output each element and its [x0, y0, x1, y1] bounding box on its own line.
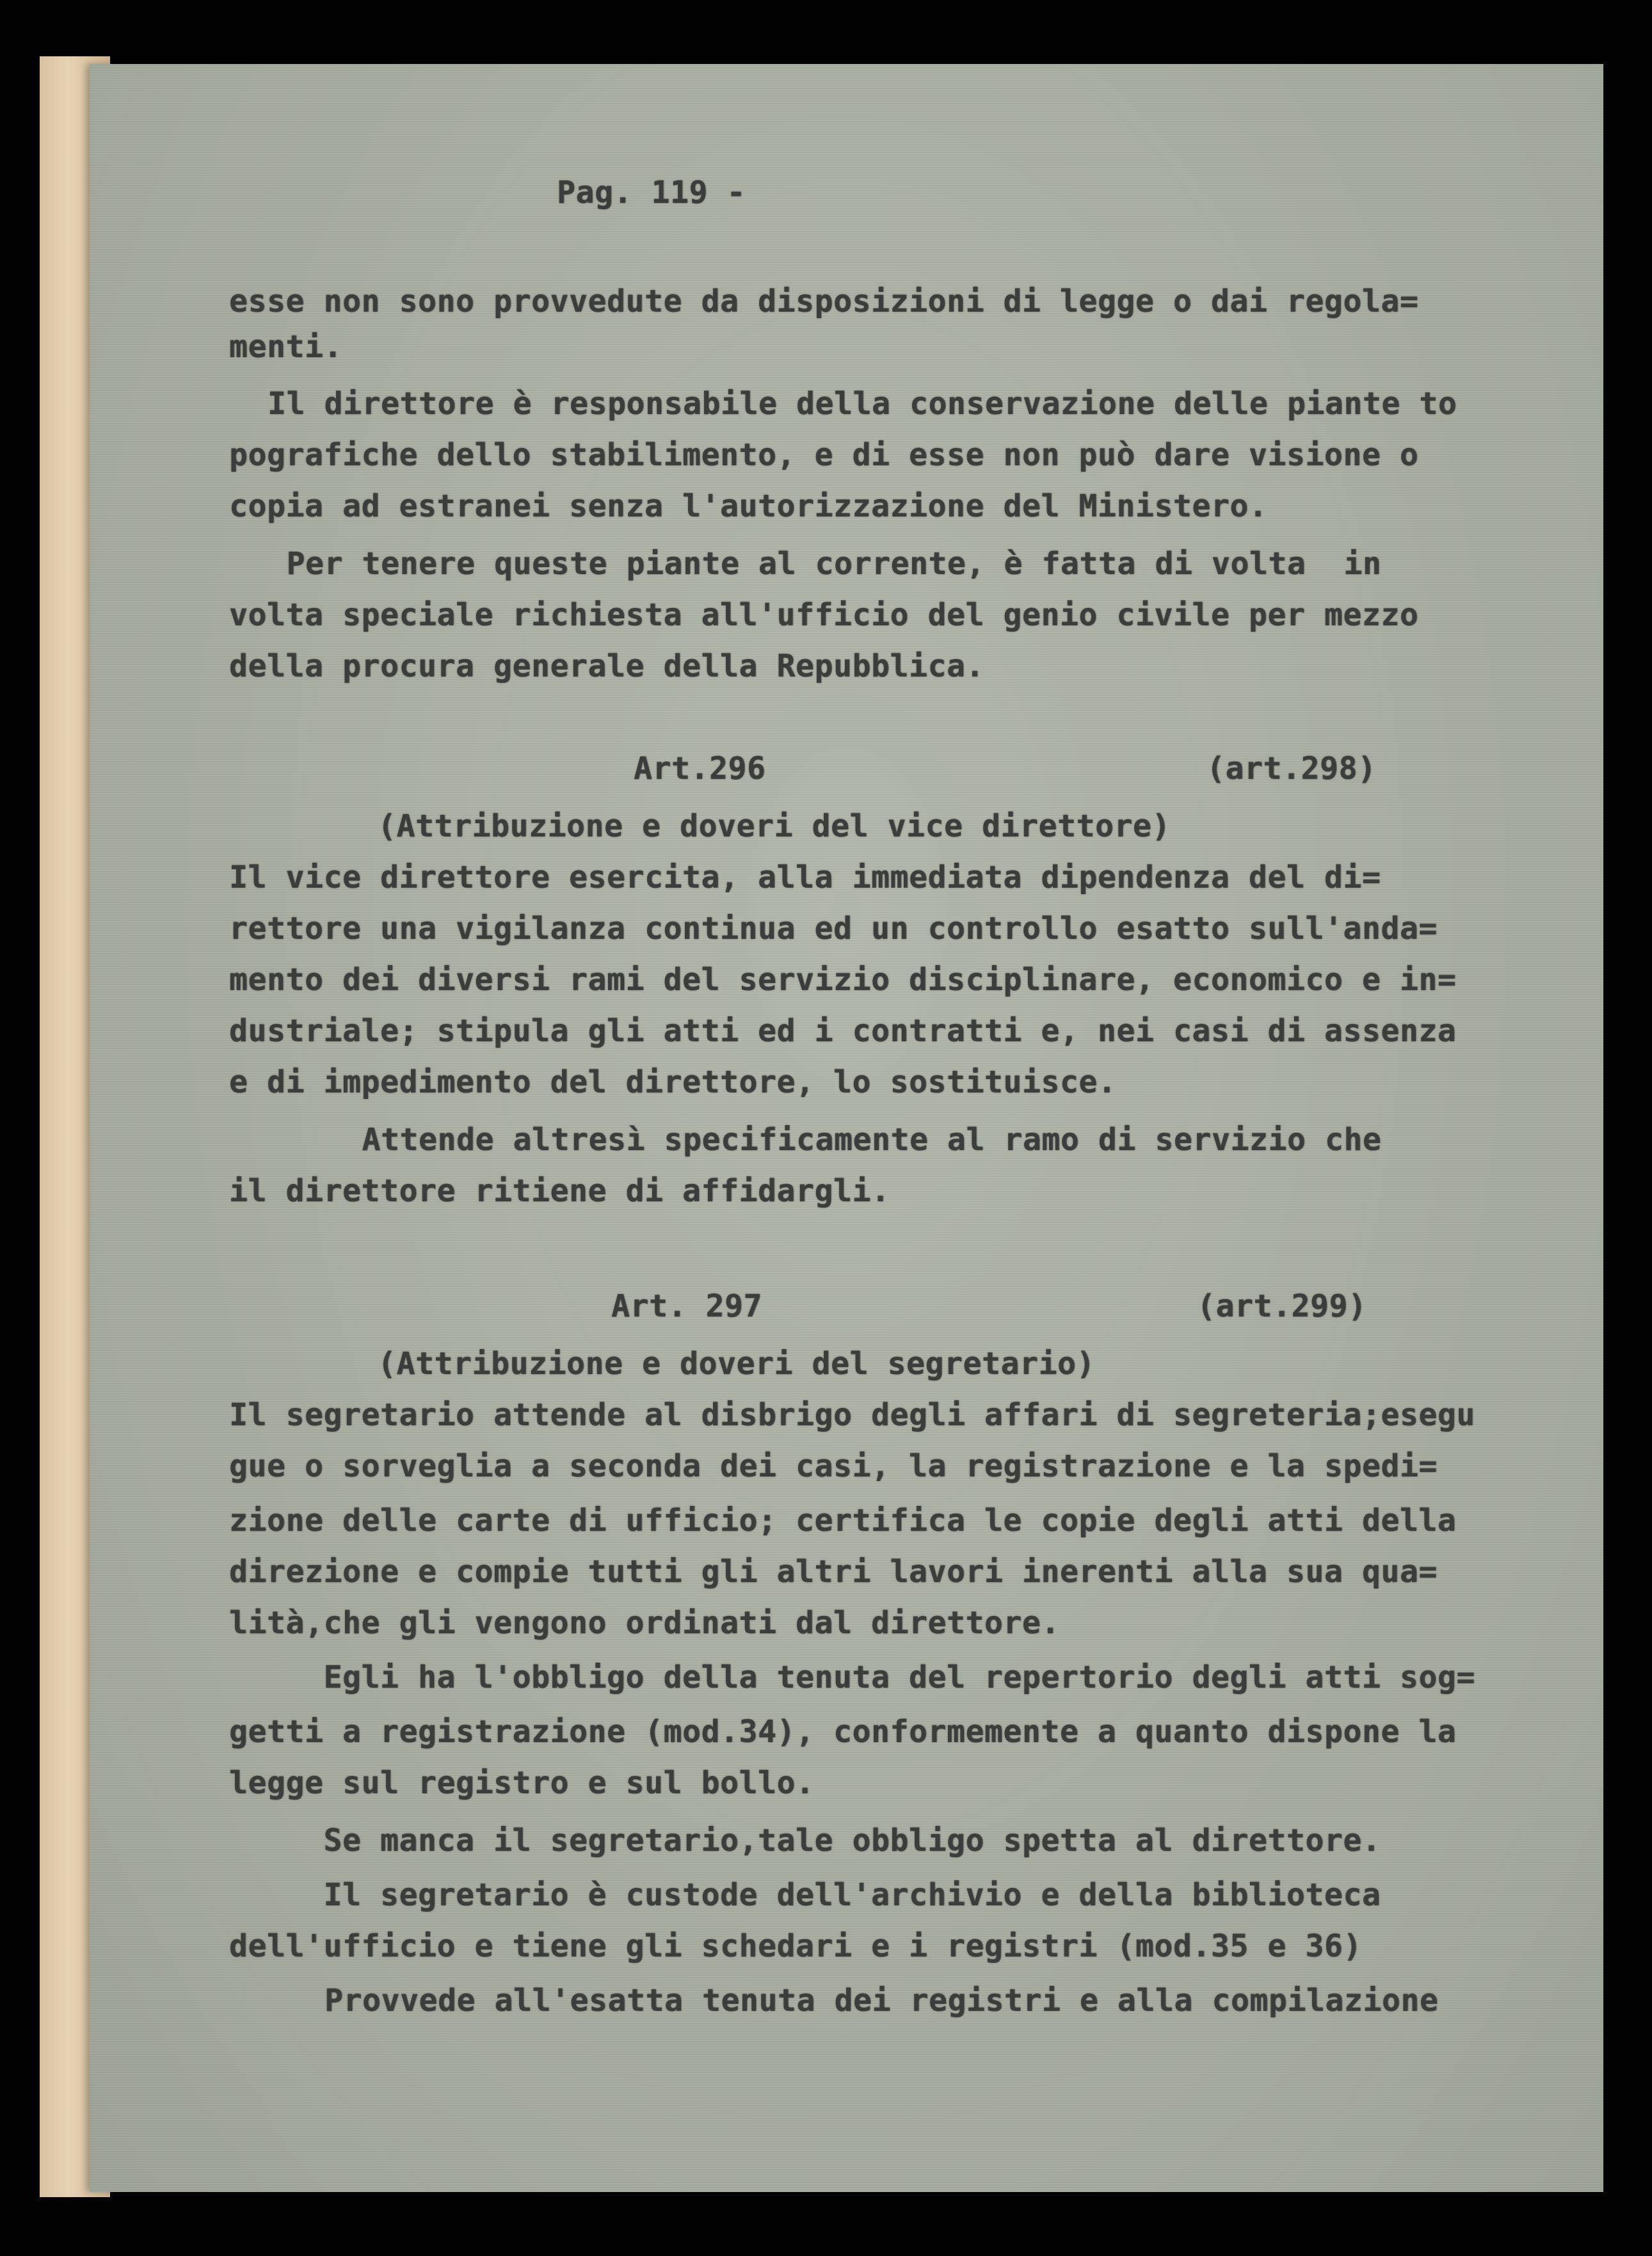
article-296-number: Art.296 [634, 751, 766, 787]
text-line: menti. [229, 329, 342, 365]
text-line: Il segretario attende al disbrigo degli affari di segreteria;esegu [229, 1397, 1475, 1433]
text-line: getti a registrazione (mod.34), conformemente a quanto dispone la [229, 1714, 1457, 1750]
text-line: Il direttore è responsabile della conservazione delle piante to [192, 386, 1457, 422]
text-line: gue o sorveglia a seconda dei casi, la registrazione e la spedi= [229, 1448, 1438, 1484]
article-296-heading: (Attribuzione e doveri del vice direttore) [378, 808, 1171, 844]
text-line: lità,che gli vengono ordinati dal direttore. [229, 1605, 1060, 1641]
text-line: copia ad estranei senza l'autorizzazione del Ministero. [229, 488, 1268, 524]
text-line: e di impedimento del direttore, lo sostituisce. [229, 1064, 1117, 1100]
article-297-number: Art. 297 [611, 1288, 762, 1324]
article-296-reference: (art.298) [1207, 751, 1377, 787]
text-line: Il vice direttore esercita, alla immediata dipendenza del di= [229, 860, 1381, 895]
text-line: Per tenere queste piante al corrente, è fatta di volta in [192, 546, 1382, 582]
text-line: direzione e compie tutti gli altri lavori inerenti alla sua qua= [229, 1554, 1438, 1590]
text-line: pografiche dello stabilimento, e di esse non può dare visione o [229, 437, 1419, 473]
text-line: della procura generale della Repubblica. [229, 648, 984, 684]
text-line: Provvede all'esatta tenuta dei registri e alla compilazione [211, 1983, 1439, 2019]
text-line: esse non sono provvedute da disposizioni di legge o dai regola= [229, 284, 1419, 319]
text-line: legge sul registro e sul bollo. [229, 1765, 815, 1801]
page-number: Pag. 119 - [557, 175, 746, 211]
article-297-reference: (art.299) [1197, 1288, 1367, 1324]
text-line: mento dei diversi rami del servizio disciplinare, economico e in= [229, 962, 1457, 998]
text-line: Il segretario è custode dell'archivio e della biblioteca [229, 1877, 1381, 1913]
text-line: dell'ufficio e tiene gli schedari e i registri (mod.35 e 36) [229, 1928, 1362, 1964]
text-line: rettore una vigilanza continua ed un controllo esatto sull'anda= [229, 911, 1438, 947]
article-297-heading: (Attribuzione e doveri del segretario) [378, 1346, 1095, 1382]
text-line: zione delle carte di ufficio; certifica le copie degli atti della [229, 1503, 1457, 1539]
text-line: Attende altresì specificamente al ramo di servizio che [192, 1122, 1382, 1158]
text-line: il direttore ritiene di affidargli. [229, 1173, 890, 1209]
text-line: Se manca il segretario,tale obbligo spetta al direttore. [229, 1823, 1381, 1859]
text-line: dustriale; stipula gli atti ed i contratti e, nei casi di assenza [229, 1013, 1457, 1049]
text-line: volta speciale richiesta all'ufficio del genio civile per mezzo [229, 597, 1419, 633]
text-line: Egli ha l'obbligo della tenuta del repertorio degli atti sog= [229, 1660, 1475, 1695]
typed-sheet [90, 64, 1603, 2192]
